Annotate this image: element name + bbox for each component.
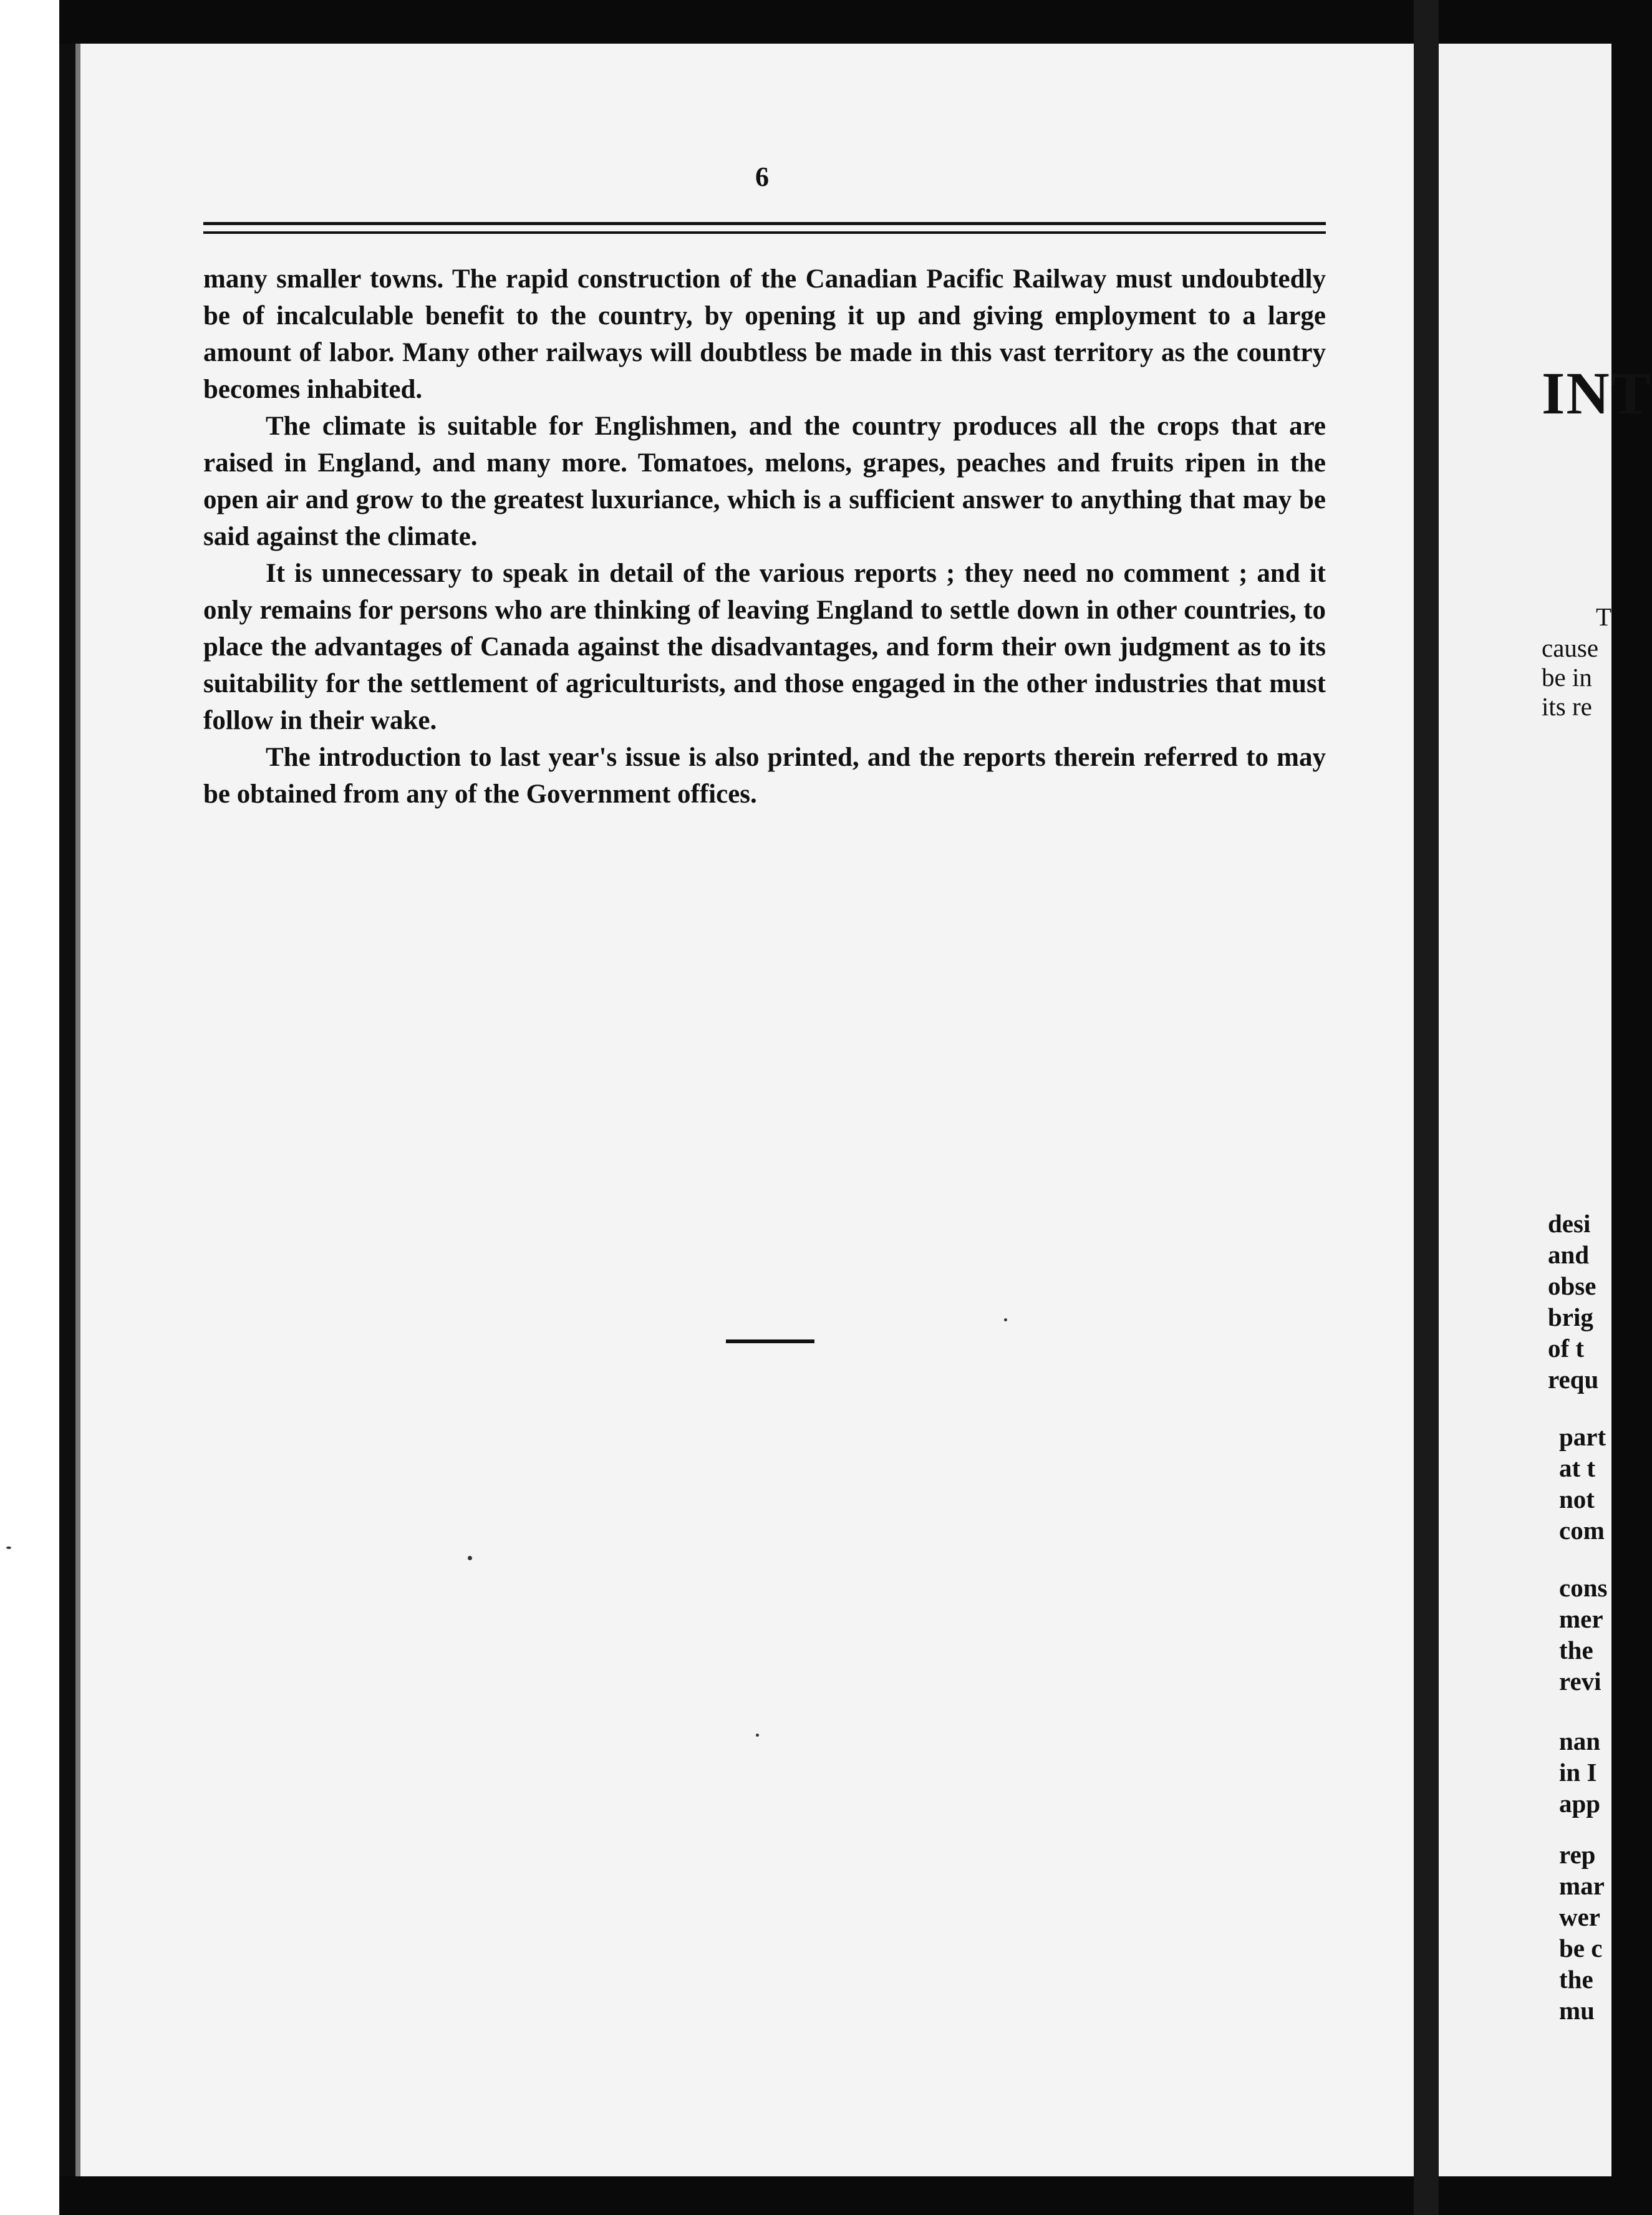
facing-text-fragment: app — [1559, 1789, 1601, 1818]
facing-text-fragment: cons — [1559, 1573, 1608, 1602]
facing-text-fragment: mar — [1559, 1871, 1605, 1900]
paragraph: It is unnecessary to speak in detail of the various reports ; they need no comment ; and it only remains for persons who are thinking of leaving England to settle down in other countries, to place the advantages of Canada against the disadvantages, and form their own judgment as to its suitability for the settlement of agriculturists, and those engaged in the other industries that must follow in their wake. — [203, 559, 1326, 735]
facing-text-fragment: T — [1596, 602, 1612, 631]
facing-text-fragment: of t — [1548, 1334, 1585, 1363]
facing-page-title: INT — [1542, 360, 1652, 427]
facing-text-fragment: be in — [1542, 663, 1592, 692]
facing-page — [1439, 44, 1652, 2176]
facing-text-fragment: revi — [1559, 1667, 1601, 1696]
facing-text-fragment: com — [1559, 1516, 1605, 1545]
paragraph: many smaller towns. The rapid construction of the Canadian Pacific Railway must undoubtedly be of incalculable benefit to the country, by opening it up and giving employment to a large amount of labor. Many other railways will doubtless be made in this vast territory as the country becomes inhabited. — [203, 264, 1326, 404]
facing-text-fragment: obse — [1548, 1272, 1596, 1300]
facing-text-fragment: brig — [1548, 1303, 1593, 1331]
facing-text-fragment: be c — [1559, 1934, 1603, 1962]
facing-text-fragment: its re — [1542, 692, 1592, 721]
scan-speck — [6, 1547, 11, 1549]
scan-speck — [1004, 1318, 1007, 1321]
facing-text-fragment: at t — [1559, 1454, 1596, 1482]
facing-text-fragment: and — [1548, 1240, 1590, 1269]
facing-text-fragment: in I — [1559, 1758, 1597, 1787]
scan-binding-edge — [59, 44, 75, 2176]
facing-text-fragment: the — [1559, 1965, 1593, 1994]
facing-text-fragment: cause — [1542, 634, 1599, 662]
scan-speck — [756, 1734, 759, 1737]
facing-text-fragment: rep — [1559, 1840, 1596, 1869]
facing-text-fragment: mer — [1559, 1605, 1603, 1633]
facing-text-fragment: part — [1559, 1422, 1606, 1451]
scan-binding-shadow — [75, 44, 80, 2176]
header-rule — [203, 222, 1326, 234]
paragraph: The introduction to last year's issue is also printed, and the reports therein referred to may be obtained from any of the Government offices. — [203, 743, 1326, 809]
body-text — [203, 261, 1326, 813]
facing-text-fragment: mu — [1559, 1996, 1595, 2025]
facing-text-fragment: nan — [1559, 1727, 1601, 1755]
facing-text-fragment: not — [1559, 1485, 1595, 1513]
page-number: 6 — [755, 162, 769, 192]
page-gutter — [1414, 0, 1439, 2215]
scan-left-margin — [0, 0, 59, 2215]
facing-text-fragment: requ — [1548, 1365, 1599, 1394]
facing-text-fragment: the — [1559, 1636, 1593, 1664]
paragraph: The climate is suitable for Englishmen, and the country produces all the crops that are raised in England, and many more. Tomatoes, melons, grapes, peaches and fruits ripen in the open air and grow to the greatest luxuriance, which is a sufficient answer to anything that may be said against the climate. — [203, 412, 1326, 551]
facing-text-fragment: desi — [1548, 1209, 1591, 1238]
scan-speck — [468, 1556, 472, 1560]
facing-text-fragment: wer — [1559, 1903, 1601, 1931]
end-rule — [726, 1339, 814, 1343]
